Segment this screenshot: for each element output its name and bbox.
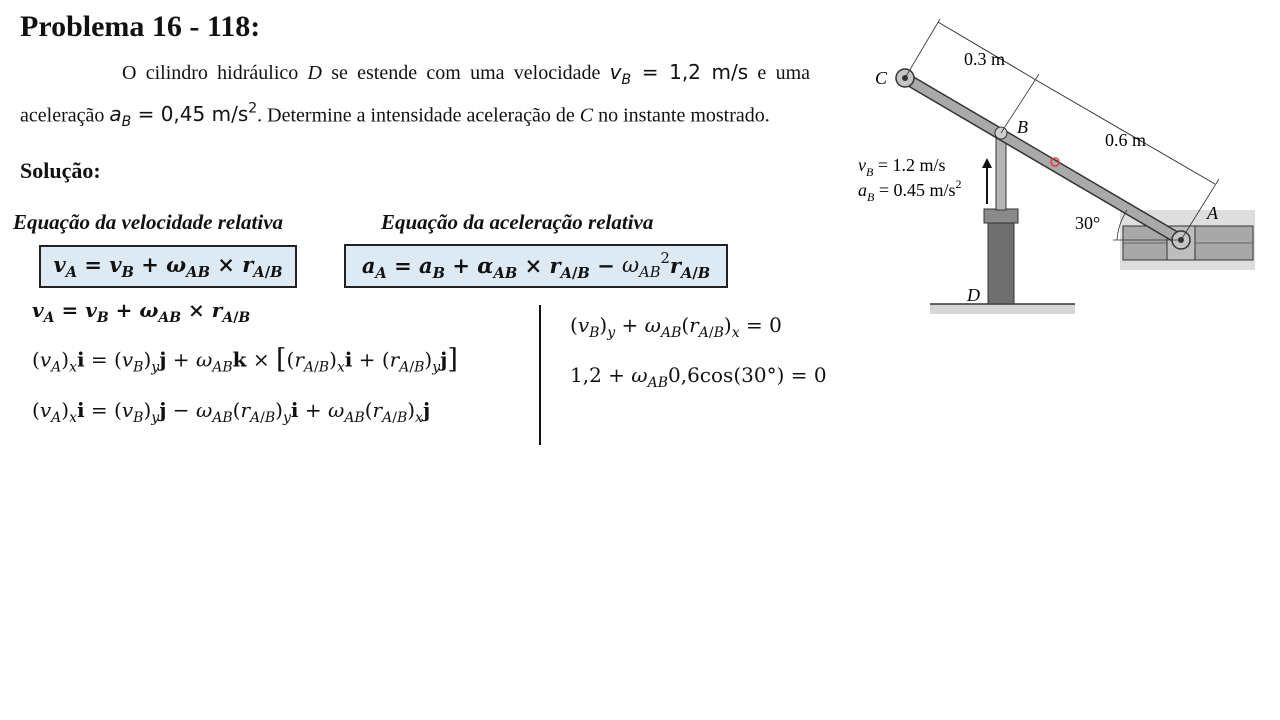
label-c: C — [875, 68, 888, 88]
mechanism-figure — [855, 14, 1255, 324]
angle-label: 30° — [1075, 213, 1101, 233]
problem-title: Problema 16 - 118: — [20, 10, 261, 43]
label-b: B — [1017, 117, 1028, 137]
velocity-section-heading: Equação da velocidade relativa — [13, 210, 284, 234]
cylinder-cap — [984, 209, 1018, 223]
equation-j-component: $(v_B)_y + \omega_{AB}(r_{A/B})_x = 0$ — [570, 313, 782, 341]
label-d: D — [967, 285, 980, 305]
label-a: A — [1207, 203, 1218, 223]
column-divider — [539, 305, 541, 445]
link-bar — [905, 78, 1181, 240]
dimension-03: 0.3 m — [964, 49, 1006, 69]
dimension-06: 0.6 m — [1105, 130, 1147, 150]
piston-rod — [996, 132, 1006, 210]
ground-hatch — [930, 304, 1075, 314]
velocity-label: $v_B = 1.2$ m/s — [858, 155, 946, 179]
acceleration-section-heading: Equação da aceleração relativa — [381, 210, 654, 234]
equation-velocity-vector: $v_A = v_B + \omega_{AB} \times r_{A/B}$ — [32, 298, 251, 326]
problem-statement: O cilindro hidráulico D se estende com uma velocidade $v_B = 1,2$ m/s e uma aceleração $a_B = 0,45$ $m/s^2$. Determine a intensidade aceleração de C no instante mostrado. — [20, 60, 811, 131]
solution-label: Solução: — [20, 158, 101, 183]
equation-numeric: $1,2 + \omega_{AB}0,6\cos(30^\circ) = 0$ — [570, 363, 827, 391]
equation-velocity-expanded: $(v_A)_xi = (v_B)_yj - \omega_{AB}(r_{A/B})_yi + \omega_{AB}(r_{A/B})_xj$ — [32, 398, 431, 426]
acceleration-equation-box: $a_A = a_B + \alpha_{AB} \times r_{A/B} - \omega_{AB}^2r_{A/B}$ — [344, 244, 728, 288]
velocity-arrow-head — [982, 158, 992, 168]
acceleration-label: $a_B = 0.45$ $m/s^2$ — [858, 177, 962, 204]
velocity-equation-box: $v_A = v_B + \omega_{AB} \times r_{A/B}$ — [39, 245, 297, 288]
equation-velocity-components: $(v_A)_xi = (v_B)_yj + \omega_{AB}k \times [(r_{A/B})_xi + (r_{A/B})_yj]$ — [32, 344, 458, 376]
ext-line-c — [905, 19, 940, 78]
